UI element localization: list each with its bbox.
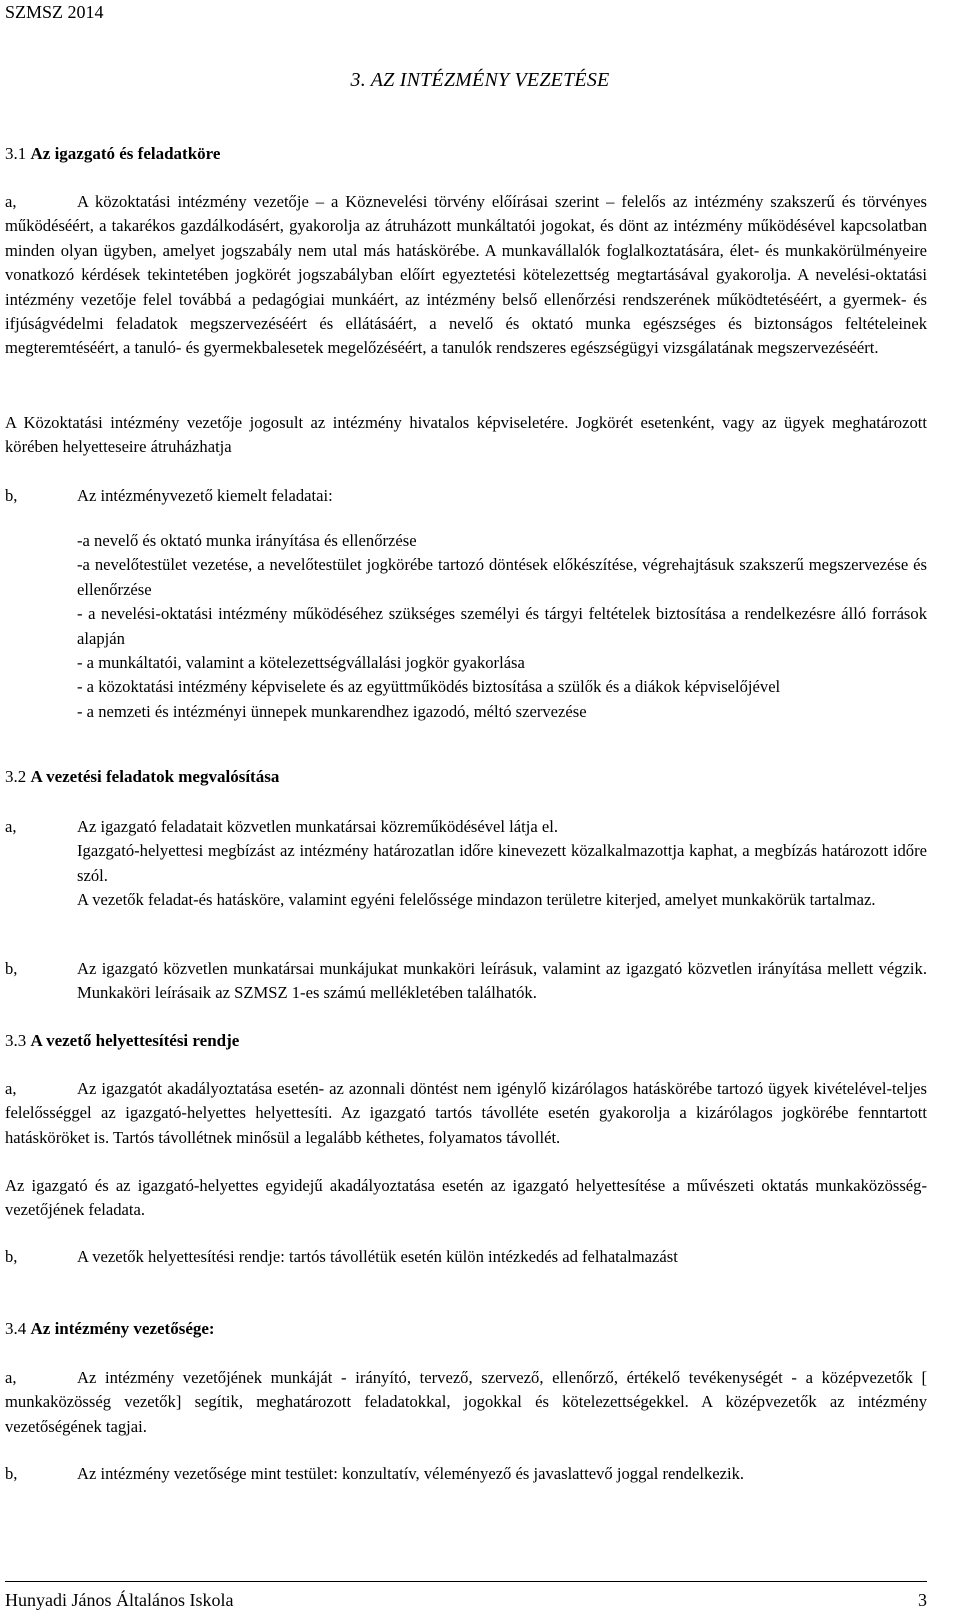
section-3-2-a (5, 815, 927, 913)
item-text: Az igazgató közvetlen munkatársai munkájukat munkaköri leírásuk, valamint az igazgató közvetlen irányítása mellett végzik. Munkaköri leírásaik az SZMSZ 1-es számú mellékletében találhatók. (77, 959, 927, 1003)
section-title: Az igazgató és feladatköre (30, 144, 221, 163)
section-3-3-a-paragraph-2: Az igazgató és az igazgató-helyettes egyidejű akadályoztatása esetén az igazgató helyettesítése a művészeti oktatás munkaközösség-vezetőjének feladata. (5, 1176, 927, 1220)
footer-divider (5, 1581, 927, 1582)
item-label: b, (5, 486, 18, 505)
item-text: A vezetők helyettesítési rendje: tartós távollétük esetén külön intézkedés ad felhatalmazást (77, 1247, 678, 1266)
item-text: Az intézményvezető kiemelt feladatai: (77, 486, 333, 505)
item-label: a, (5, 1368, 17, 1387)
item-text: Az igazgató feladatait közvetlen munkatársai közreműködésével látja el. (77, 817, 559, 836)
section-3-3-b (5, 1245, 927, 1269)
section-heading-3-3 (5, 1029, 239, 1053)
item-text: Az intézmény vezetőjének munkáját - irányító, tervező, szervező, ellenőrző, értékelő tevékenységét - a középvezetők [ munkaközösség vezetők] segítik, meghatározott feladatokkal, jogokkal és kötelezettségekkel. A középvezetők az intézmény vezetőségének tagjai. (5, 1368, 927, 1436)
item-text: Az intézmény vezetősége mint testület: konzultatív, véleményező és javaslattevő joggal rendelkezik. (77, 1464, 745, 1483)
item-label: a, (5, 1079, 17, 1098)
section-number: 3.4 (5, 1319, 27, 1338)
section-3-1-b (5, 484, 927, 508)
section-3-2-b (5, 957, 927, 1006)
item-label: b, (5, 1464, 18, 1483)
list-item: - a közoktatási intézmény képviselete és az együttműködés biztosítása a szülők és a diákok képviselőjével (77, 677, 781, 697)
item-text: A vezetők feladat-és hatásköre, valamint egyéni felelőssége mindazon területre kiterjed, amelyet munkakörük tartalmaz. (77, 890, 876, 910)
section-number: 3.3 (5, 1031, 27, 1050)
section-heading-3-2 (5, 765, 279, 789)
item-label: b, (5, 1247, 18, 1266)
section-number: 3.1 (5, 144, 27, 163)
list-item: - a nevelési-oktatási intézmény működéséhez szükséges személyi és tárgyi feltételek biztosítása a rendelkezésre álló források alapján (77, 604, 927, 648)
list-item: - a nemzeti és intézményi ünnepek munkarendhez igazodó, méltó szervezése (77, 701, 587, 721)
section-title: A vezetési feladatok megvalósítása (30, 767, 280, 786)
section-number: 3.2 (5, 767, 27, 786)
item-text: Igazgató-helyettesi megbízást az intézmény határozatlan időre kinevezett közalkalmazottja kaphat, a megbízás határozott időre szól. (77, 841, 927, 885)
item-label: b, (5, 959, 18, 978)
list-item: -a nevelő és oktató munka irányítása és ellenőrzése (77, 531, 417, 550)
section-title: A vezető helyettesítési rendje (30, 1031, 240, 1050)
item-text: Az igazgatót akadályoztatása esetén- az azonnali döntést nem igénylő kizárólagos hatáskörébe tartozó ügyek kivételével-teljes felelősséggel az igazgató-helyettes helyettesíti. Az igazgató tartós távolléte esetén gyakorolja a kizárólagos jogkörébe fenntartott hatásköröket is. Tartós távollétnek minősül a legalább kéthetes, folyamatos távollét. (5, 1079, 927, 1147)
footer-school-name: Hunyadi János Általános Iskola (5, 1590, 234, 1610)
section-3-1-a-paragraph (5, 190, 927, 361)
section-heading-3-1 (5, 142, 220, 166)
document-code: SZMSZ 2014 (5, 2, 104, 22)
section-3-1-a-paragraph-2: A Közoktatási intézmény vezetője jogosult az intézmény hivatalos képviseletére. Jogkörét esetenként, vagy az ügyek meghatározott körében helyetteseire átruházhatja (5, 413, 927, 457)
duties-list (77, 529, 927, 724)
chapter-title: 3. AZ INTÉZMÉNY VEZETÉSE (350, 69, 610, 91)
section-3-3-a-paragraph (5, 1077, 927, 1150)
section-title: Az intézmény vezetősége: (30, 1319, 215, 1338)
list-item: - a munkáltatói, valamint a kötelezettségvállalási jogkör gyakorlása (77, 653, 525, 673)
list-item: -a nevelőtestület vezetése, a nevelőtestület jogkörébe tartozó döntések előkészítése, végrehajtásuk szakszerű megszervezése és ellenőrzése (77, 555, 927, 599)
section-3-4-b (5, 1462, 927, 1486)
section-3-4-a-paragraph (5, 1366, 927, 1439)
item-label: a, (5, 817, 17, 836)
item-label: a, (5, 192, 17, 211)
item-text: A közoktatási intézmény vezetője – a Köznevelési törvény előírásai szerint – felelős az intézmény szakszerű és törvényes működéséért, a takarékos gazdálkodásért, gyakorolja az átruházott munkáltatói jogokat, és dönt az intézmény működésével kapcsolatban minden olyan ügyben, amelyet jogszabály nem utal más hatáskörébe. A munkavállalók foglalkoztatására, élet- és munkakörülményeire vonatkozó kérdések tekintetében jogkörét jogszabályban előírt egyeztetési kötelezettség megtartásával gyakorolja. A nevelési-oktatási intézmény vezetője felel továbbá a pedagógiai munkáért, az intézmény belső ellenőrzési rendszerének működtetéséért, a gyermek- és ifjúságvédelmi feladatok megszervezéséért és ellátásáért, a nevelő és oktató munka egészséges és biztonságos feltételeinek megteremtéséért, a tanuló- és gyermekbalesetek megelőzéséért, a tanulók rendszeres egészségügyi vizsgálatának megszervezéséért. (5, 192, 927, 358)
section-heading-3-4 (5, 1317, 215, 1341)
page-number: 3 (918, 1590, 927, 1610)
